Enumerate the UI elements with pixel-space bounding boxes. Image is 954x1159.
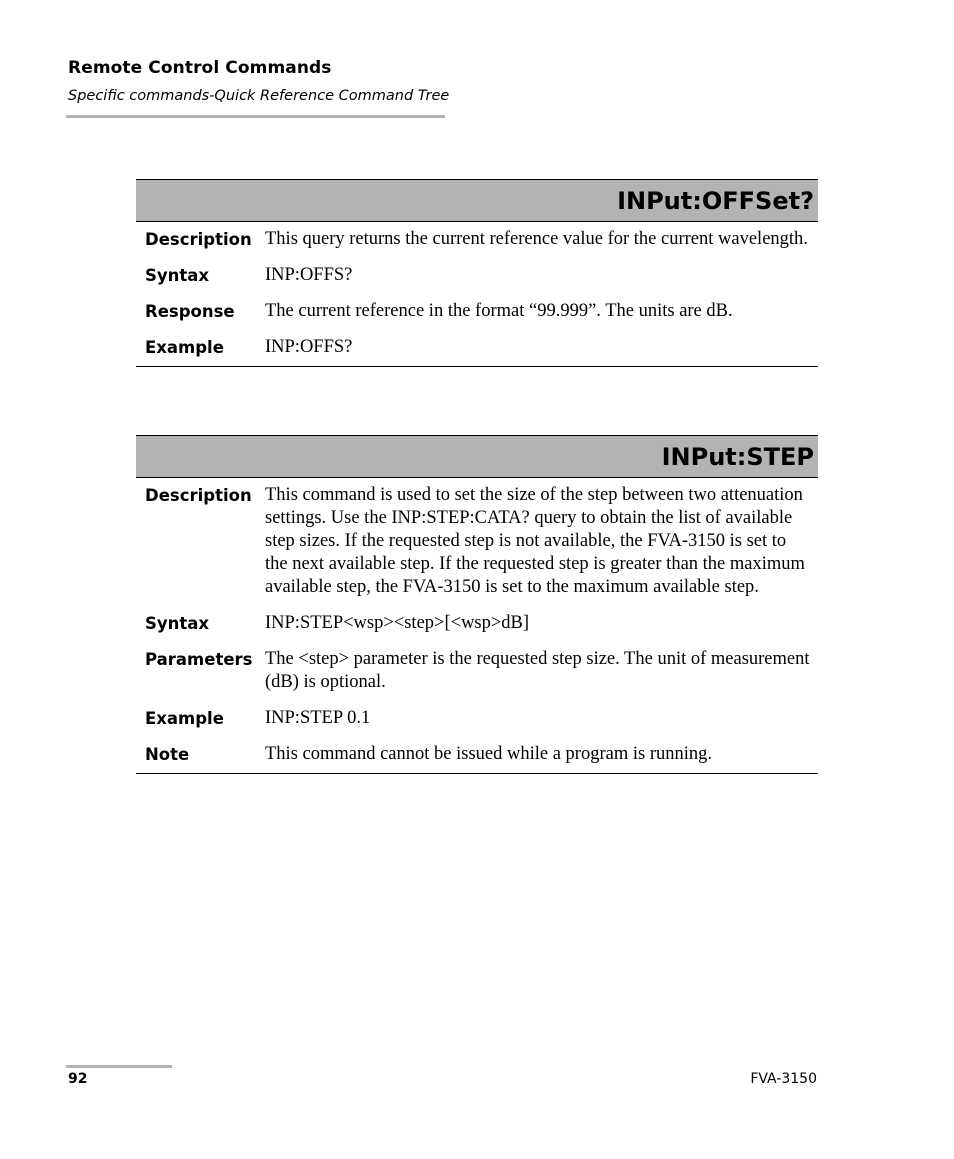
- row-label: Parameters: [145, 650, 253, 669]
- command-details-table: [136, 222, 818, 367]
- command-title: INPut:STEP: [136, 435, 818, 478]
- row-label: Response: [145, 302, 235, 321]
- command-title: INPut:OFFSet?: [136, 179, 818, 222]
- row-label: Syntax: [145, 266, 210, 285]
- table-row: [136, 694, 818, 730]
- row-value: This query returns the current reference value for the current wavelength.: [265, 229, 808, 249]
- table-row: [136, 222, 818, 251]
- row-value: The <step> parameter is the requested step size. The unit of measurement (dB) is optional.: [265, 649, 810, 692]
- table-row: [136, 599, 818, 635]
- row-value: INP:OFFS?: [265, 265, 353, 285]
- footer-divider: [66, 1065, 172, 1068]
- row-value: This command cannot be issued while a program is running.: [265, 744, 712, 764]
- section-title: Remote Control Commands: [68, 58, 332, 78]
- section-subtitle: Specific commands-Quick Reference Command Tree: [68, 88, 450, 104]
- page-number: 92: [68, 1071, 88, 1087]
- row-value: INP:STEP<wsp><step>[<wsp>dB]: [265, 613, 530, 633]
- command-details-table: [136, 478, 818, 774]
- table-row: [136, 287, 818, 323]
- row-label: Example: [145, 338, 224, 357]
- header-divider: [66, 115, 445, 118]
- row-value: This command is used to set the size of the step between two attenuation settings. Use the INP:STEP:CATA? query to obtain the list of available step sizes. If the requested step is not available, the FVA-3150 is set to the next available step. If the requested step is greater than the maximum available step, the FVA-3150 is set to the maximum available step.: [265, 485, 805, 597]
- table-row: [136, 635, 818, 694]
- row-label: Description: [145, 230, 252, 249]
- row-label: Example: [145, 709, 224, 728]
- table-row: [136, 323, 818, 367]
- table-row: [136, 251, 818, 287]
- command-block-step: [136, 435, 818, 774]
- row-value: INP:OFFS?: [265, 337, 353, 357]
- row-label: Description: [145, 486, 252, 505]
- row-label: Note: [145, 745, 190, 764]
- table-row: [136, 730, 818, 774]
- table-row: [136, 478, 818, 599]
- row-value: INP:STEP 0.1: [265, 708, 371, 728]
- command-block-offset: [136, 179, 818, 367]
- row-label: Syntax: [145, 614, 210, 633]
- row-value: The current reference in the format “99.999”. The units are dB.: [265, 301, 733, 321]
- document-name: FVA-3150: [750, 1071, 817, 1087]
